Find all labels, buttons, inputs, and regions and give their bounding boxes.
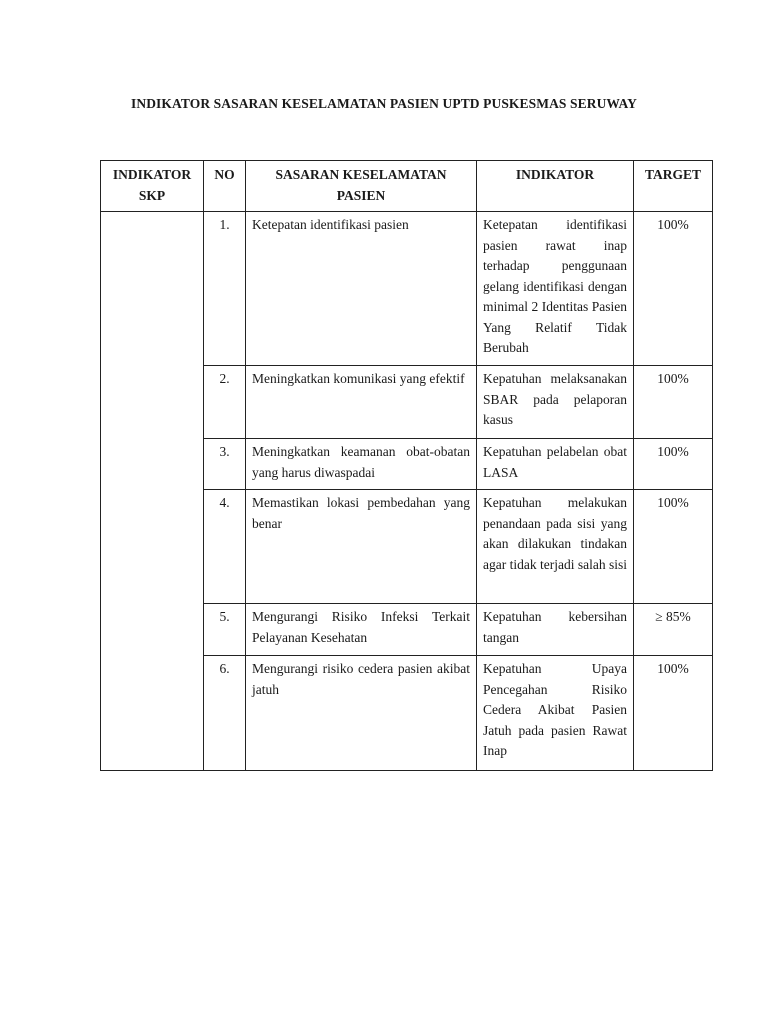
row-target: 100% [634,366,713,439]
patient-safety-table [100,160,713,771]
row-indikator: Kepatuhan pelabelan obat LASA [477,439,634,490]
header-no: NO [204,161,246,212]
header-indikator: INDIKATOR [477,161,634,212]
row-sasaran: Meningkatkan komunikasi yang efektif [246,366,477,439]
row-sasaran: Mengurangi Risiko Infeksi Terkait Pelayanan Kesehatan [246,604,477,656]
row-no: 6. [204,656,246,771]
row-no: 1. [204,212,246,366]
row-sasaran: Memastikan lokasi pembedahan yang benar [246,490,477,604]
indikator-skp-cell [101,212,204,771]
row-no: 2. [204,366,246,439]
row-sasaran: Mengurangi risiko cedera pasien akibat jatuh [246,656,477,771]
row-no: 3. [204,439,246,490]
row-target: 100% [634,439,713,490]
header-target: TARGET [634,161,713,212]
row-indikator: Kepatuhan melakukan penandaan pada sisi yang akan dilakukan tindakan agar tidak terjadi salah sisi [477,490,634,604]
row-no: 5. [204,604,246,656]
table-row [101,212,713,366]
row-indikator: Kepatuhan melaksanakan SBAR pada pelaporan kasus [477,366,634,439]
row-indikator: Kepatuhan kebersihan tangan [477,604,634,656]
row-target: ≥ 85% [634,604,713,656]
row-target: 100% [634,490,713,604]
row-indikator: Ketepatan identifikasi pasien rawat inap terhadap penggunaan gelang identifikasi dengan minimal 2 Identitas Pasien Yang Relatif Tidak Berubah [477,212,634,366]
header-sasaran: SASARAN KESELAMATAN PASIEN [246,161,477,212]
row-sasaran: Ketepatan identifikasi pasien [246,212,477,366]
document-title: INDIKATOR SASARAN KESELAMATAN PASIEN UPTD PUSKESMAS SERUWAY [131,96,637,111]
table-header-row [101,161,713,212]
row-no: 4. [204,490,246,604]
row-target: 100% [634,656,713,771]
row-sasaran: Meningkatkan keamanan obat-obatan yang harus diwaspadai [246,439,477,490]
header-indikator-skp: INDIKATOR SKP [101,161,204,212]
row-indikator: Kepatuhan Upaya Pencegahan Risiko Cedera Akibat Pasien Jatuh pada pasien Rawat Inap [477,656,634,771]
row-target: 100% [634,212,713,366]
